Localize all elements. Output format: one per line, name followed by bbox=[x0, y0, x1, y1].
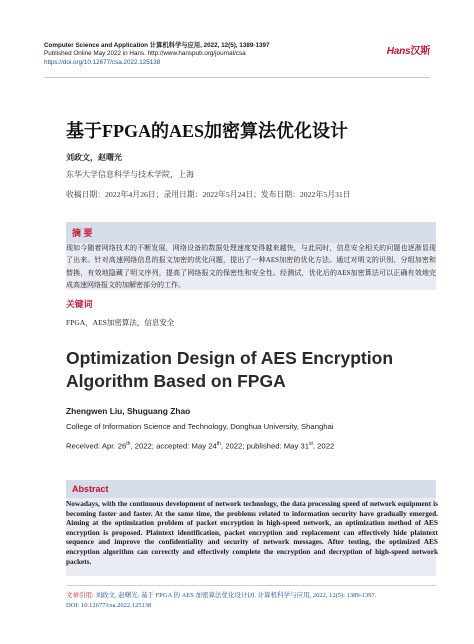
en-affiliation: College of Information Science and Technology, Donghua University, Shanghai bbox=[66, 422, 334, 431]
logo-cn-text: 汉斯 bbox=[410, 46, 430, 57]
citation-text: 刘政文, 赵曙光. 基于 FPGA 的 AES 加密算法优化设计[J]. 计算机科学与应用, 2022, 12(5): 1389-1397. bbox=[93, 592, 377, 599]
en-published-sup: st bbox=[308, 441, 313, 447]
footer-divider bbox=[66, 585, 436, 586]
hans-logo bbox=[387, 42, 430, 57]
cn-authors: 刘政文，赵曙光 bbox=[66, 153, 122, 162]
en-accepted-sup: th bbox=[216, 441, 221, 447]
cn-abstract-heading: 摘 要 bbox=[66, 222, 436, 243]
journal-header bbox=[44, 42, 434, 67]
cn-abstract-text: 现如今随着网络技术的不断发展，网络设备的数据处理速度变得越来越快，与此同时，信息安全相关的问题也逐渐显现了出来。针对高速网络信息的报文加密的优化问题，提出了一种AES加密的优化方法。通过对明文的识别、分组加密和替换，有效地隐藏了明文序列，提高了网络报文的保密性和安全性。经测试，优化后的AES加密算法可以正确有效地完成高速网络报文的加解密部分的工作。 bbox=[66, 244, 436, 290]
en-dates bbox=[66, 441, 334, 451]
cn-keywords: FPGA，AES加密算法，信息安全 bbox=[66, 318, 175, 327]
en-received-sup: th bbox=[126, 441, 131, 447]
journal-line: Computer Science and Application 计算机科学与应用, 2022, 12(5), 1389-1397 bbox=[44, 42, 270, 49]
cn-dates: 收稿日期：2022年4月26日；录用日期：2022年5月24日；发布日期：2022年5月31日 bbox=[66, 190, 351, 199]
published-line[interactable]: Published Online May 2022 in Hans. http://www.hanspub.org/journal/csa bbox=[44, 50, 246, 58]
en-accepted: , 2022; accepted: May 24 bbox=[130, 441, 217, 451]
en-title: Optimization Design of AES Encryption Algorithm Based on FPGA bbox=[66, 348, 394, 391]
en-published: , 2022; published: May 31 bbox=[220, 441, 309, 451]
citation-doi[interactable]: DOI: 10.12677/csa.2022.125138 bbox=[66, 602, 152, 609]
en-abstract-heading: Abstract bbox=[66, 480, 436, 498]
logo-hans-text: Hans bbox=[386, 46, 411, 57]
citation-label: 文章引用: bbox=[66, 592, 94, 599]
header-divider bbox=[44, 77, 430, 78]
en-authors: Zhengwen Liu, Shuguang Zhao bbox=[66, 406, 191, 416]
cn-title: 基于FPGA的AES加密算法优化设计 bbox=[66, 121, 349, 141]
cn-affiliation: 东华大学信息科学与技术学院，上海 bbox=[66, 170, 194, 179]
cn-keywords-heading: 关键词 bbox=[66, 299, 93, 309]
en-dates-tail: , 2022 bbox=[312, 441, 335, 451]
citation-footer bbox=[66, 591, 446, 611]
doi-link[interactable]: https://doi.org/10.12677/csa.2022.125138 bbox=[44, 58, 161, 66]
en-abstract-text: Nowadays, with the continuous development of network technology, the data processing speed of network equipment is becoming faster and faster. At the same time, the problems related to information security have gradually emerged. Aiming at the optimization problem of packet encryption in high-speed network, an optimization method of AES encryption is proposed. Plaintext identification, packet encryption and replacement can effectively hide plaintext sequence and improve the confidentiality and security of network messages. After testing, the optimized AES encryption algorithm can correctly and effectively complete the encryption and decryption of high-speed network packets. bbox=[66, 499, 438, 566]
citation-line bbox=[66, 591, 446, 601]
en-received: Received: Apr. 26 bbox=[66, 441, 127, 451]
